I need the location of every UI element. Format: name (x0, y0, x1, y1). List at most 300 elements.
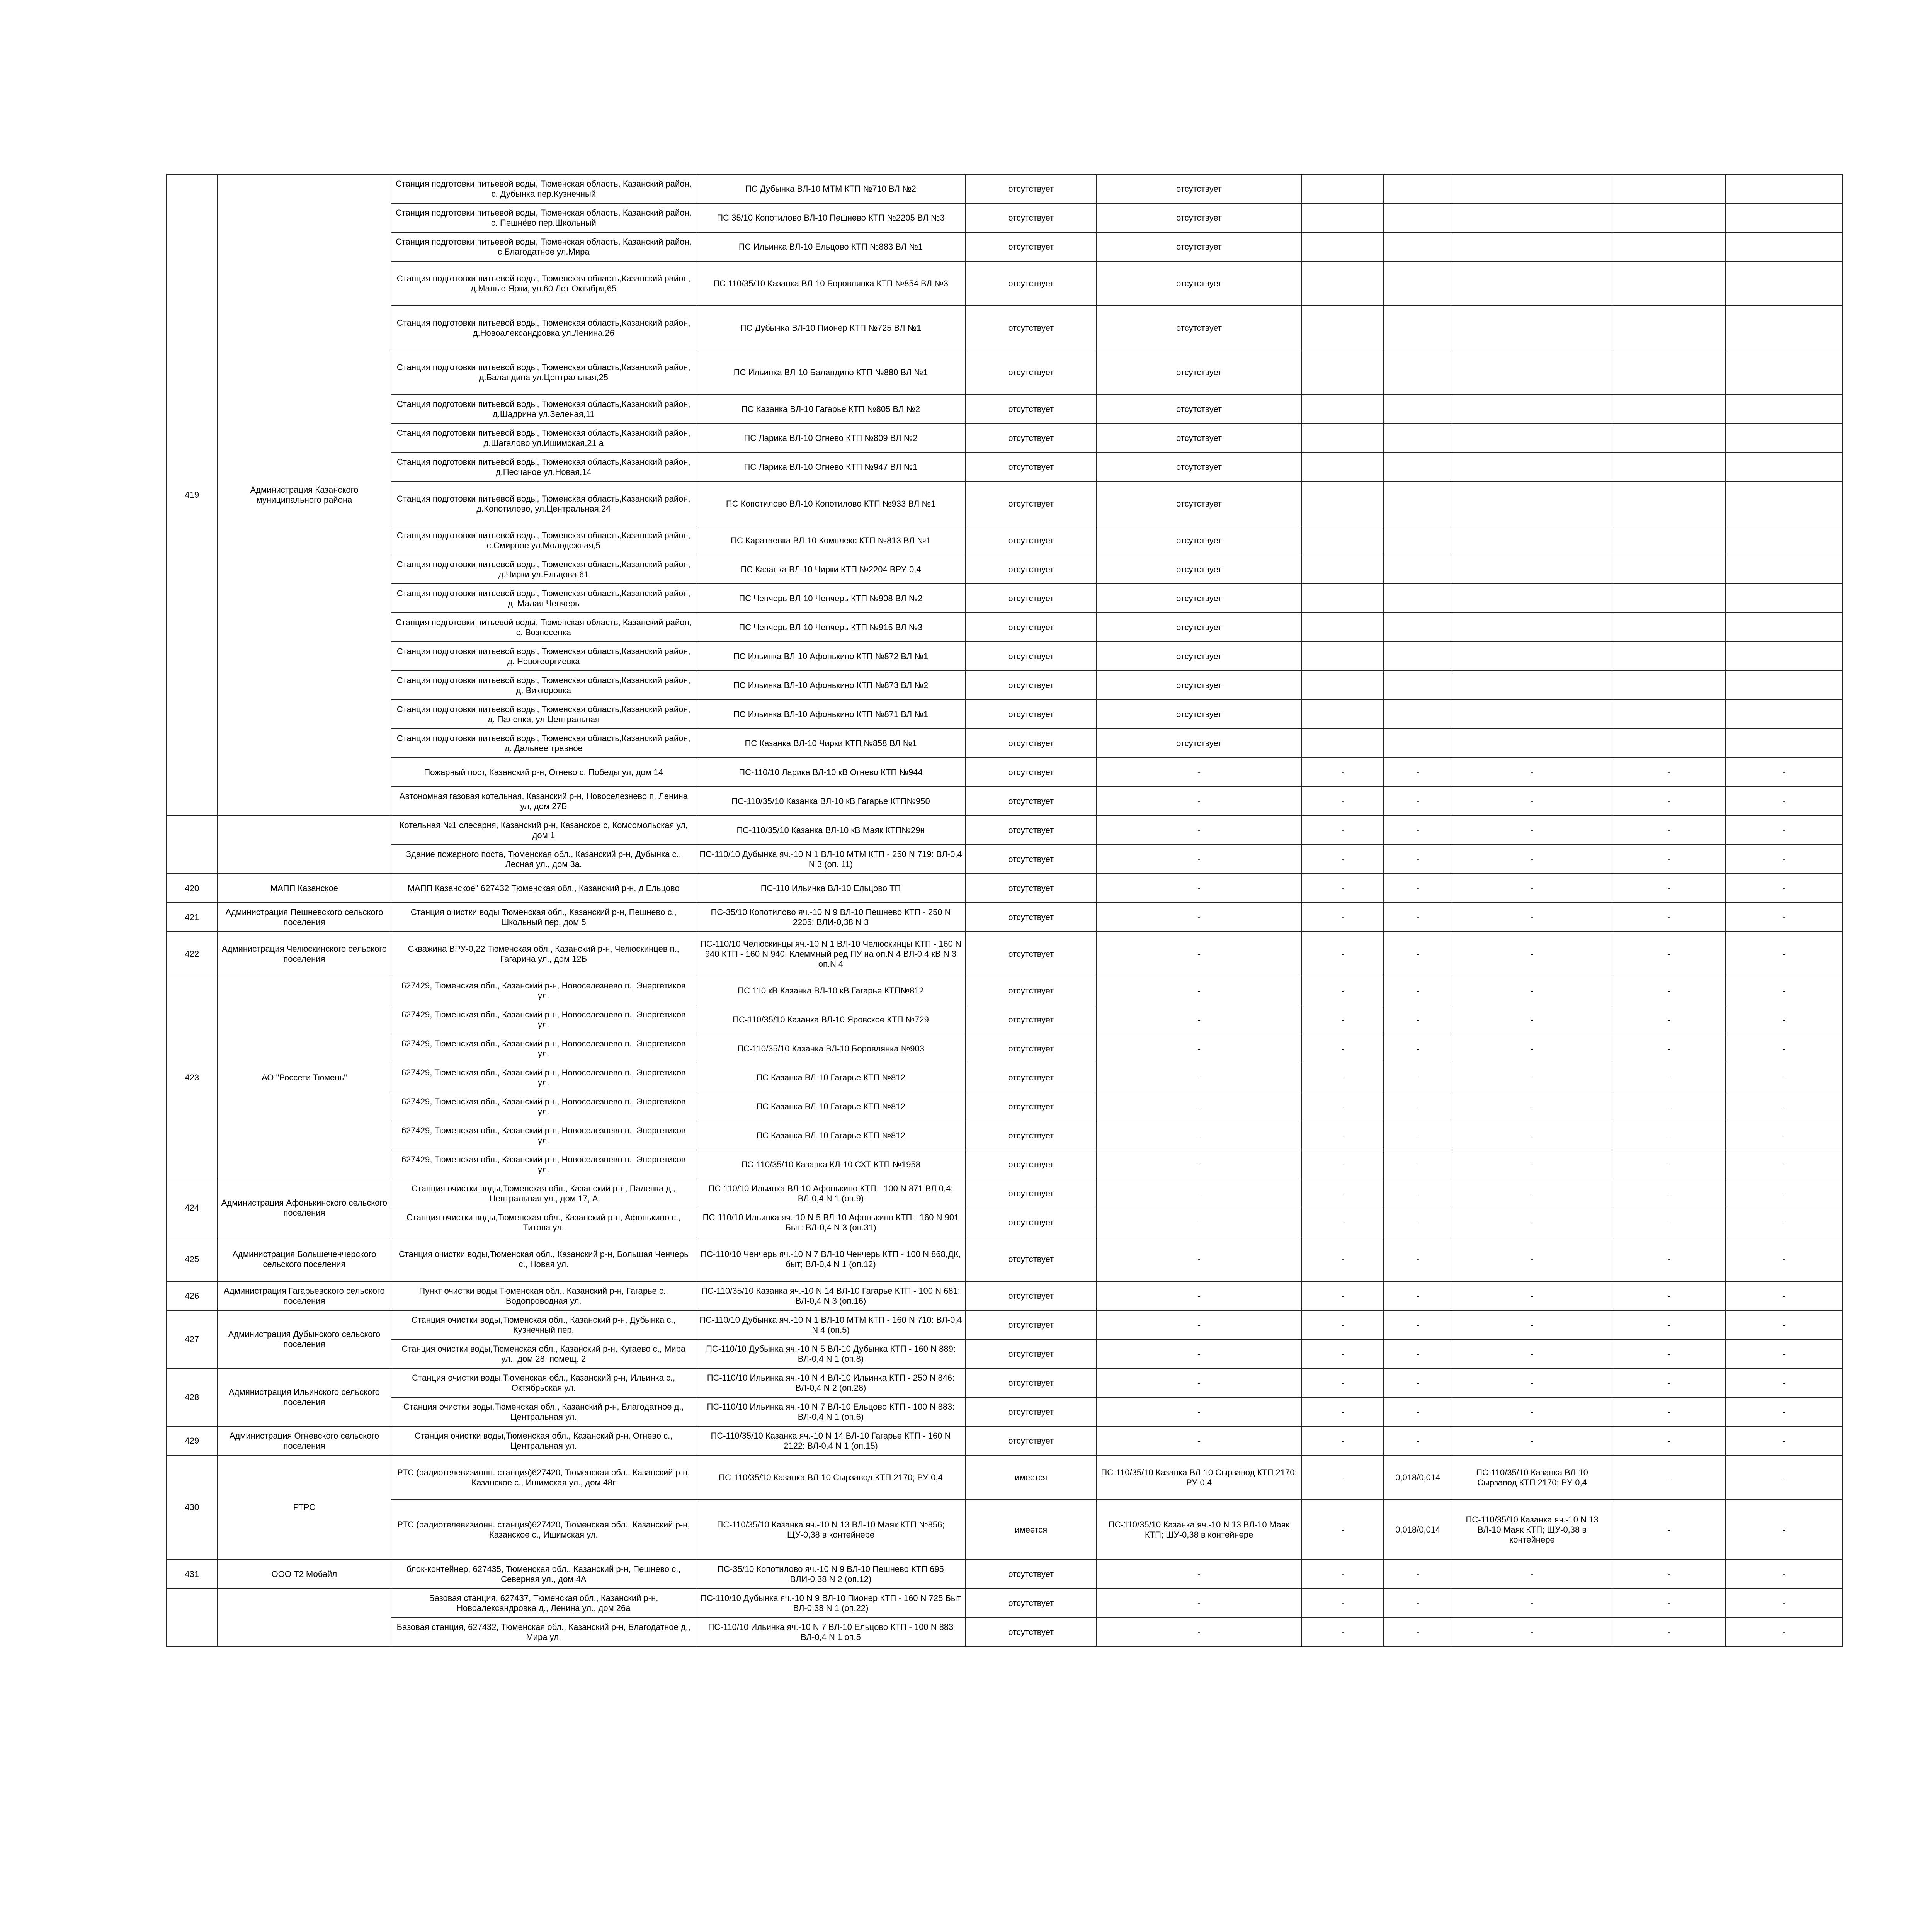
value-cell-c6: - (1301, 1121, 1383, 1150)
value-cell-c8 (1452, 232, 1612, 261)
value-cell-c10 (1726, 174, 1843, 203)
value-cell-c4: отсутствует (966, 758, 1097, 787)
value-cell-c6 (1301, 306, 1383, 350)
value-cell-c9: - (1612, 1397, 1725, 1426)
organization-cell: Администрация Казанского муниципального района (217, 174, 391, 816)
value-cell-c10 (1726, 395, 1843, 424)
value-cell-c8: - (1452, 787, 1612, 816)
value-cell-c4: отсутствует (966, 306, 1097, 350)
table-row (167, 1237, 1843, 1281)
value-cell-c6 (1301, 729, 1383, 758)
row-number-cell (167, 816, 217, 874)
value-cell-c10: - (1726, 976, 1843, 1005)
value-cell-c4: отсутствует (966, 976, 1097, 1005)
value-cell-c9 (1612, 395, 1725, 424)
row-number-cell: 430 (167, 1455, 217, 1560)
value-cell-c7: - (1384, 1121, 1452, 1150)
value-cell-c4: отсутствует (966, 424, 1097, 452)
value-cell-c6: - (1301, 1618, 1383, 1647)
value-cell-c8 (1452, 481, 1612, 526)
row-number-cell: 423 (167, 976, 217, 1179)
value-cell-c4: отсутствует (966, 1339, 1097, 1368)
value-cell-c8: - (1452, 1092, 1612, 1121)
value-cell-c7: 0,018/0,014 (1384, 1455, 1452, 1500)
value-cell-c10 (1726, 306, 1843, 350)
table-body (167, 174, 1843, 1647)
power-source-cell: ПС-110/10 Дубынка яч.-10 N 9 ВЛ-10 Пионер КТП - 160 N 725 Быт ВЛ-0,38 N 1 (оп.22) (696, 1589, 966, 1618)
value-cell-c4: отсутствует (966, 1237, 1097, 1281)
value-cell-c7: - (1384, 758, 1452, 787)
value-cell-c7 (1384, 174, 1452, 203)
value-cell-c8: ПС-110/35/10 Казанка яч.-10 N 13 ВЛ-10 Маяк КТП; ЩУ-0,38 в контейнере (1452, 1500, 1612, 1560)
value-cell-c10 (1726, 424, 1843, 452)
value-cell-c8 (1452, 452, 1612, 481)
value-cell-c4: отсутствует (966, 395, 1097, 424)
value-cell-c7: - (1384, 816, 1452, 845)
value-cell-c8: - (1452, 976, 1612, 1005)
value-cell-c7 (1384, 203, 1452, 232)
object-cell: Станция подготовки питьевой воды, Тюменская область,Казанский район, с.Смирное ул.Молодежная,5 (391, 526, 696, 555)
value-cell-c10 (1726, 261, 1843, 306)
object-cell: Базовая станция, 627432, Тюменская обл., Казанский р-н, Благодатное д., Мира ул. (391, 1618, 696, 1647)
organization-cell: Администрация Афонькинского сельского поселения (217, 1179, 391, 1237)
table-row (167, 1397, 1843, 1426)
object-cell: 627429, Тюменская обл., Казанский р-н, Новоселезнево п., Энергетиков ул. (391, 1063, 696, 1092)
value-cell-c10: - (1726, 1500, 1843, 1560)
value-cell-c6 (1301, 526, 1383, 555)
value-cell-c8 (1452, 261, 1612, 306)
value-cell-c7: - (1384, 1618, 1452, 1647)
value-cell-c8: - (1452, 1208, 1612, 1237)
value-cell-c8: - (1452, 1368, 1612, 1397)
power-source-cell: ПС Каратаевка ВЛ-10 Комплекс КТП №813 ВЛ №1 (696, 526, 966, 555)
value-cell-c4: отсутствует (966, 174, 1097, 203)
table-row (167, 350, 1843, 395)
value-cell-c8: - (1452, 1618, 1612, 1647)
value-cell-c10 (1726, 203, 1843, 232)
object-cell: 627429, Тюменская обл., Казанский р-н, Новоселезнево п., Энергетиков ул. (391, 1121, 696, 1150)
value-cell-c9: - (1612, 1589, 1725, 1618)
table-row (167, 232, 1843, 261)
row-number-cell: 428 (167, 1368, 217, 1426)
row-number-cell: 427 (167, 1310, 217, 1368)
value-cell-c7 (1384, 526, 1452, 555)
power-source-cell: ПС Казанка ВЛ-10 Чирки КТП №2204 ВРУ-0,4 (696, 555, 966, 584)
power-source-cell: ПС Копотилово ВЛ-10 Копотилово КТП №933 ВЛ №1 (696, 481, 966, 526)
value-cell-c8 (1452, 424, 1612, 452)
value-cell-c4: отсутствует (966, 845, 1097, 874)
value-cell-c4: отсутствует (966, 261, 1097, 306)
table-row (167, 758, 1843, 787)
value-cell-c8: - (1452, 1426, 1612, 1455)
value-cell-c9 (1612, 613, 1725, 642)
value-cell-c7: - (1384, 1092, 1452, 1121)
value-cell-c5: - (1097, 1310, 1302, 1339)
value-cell-c4: отсутствует (966, 1208, 1097, 1237)
value-cell-c8: - (1452, 1063, 1612, 1092)
value-cell-c7 (1384, 350, 1452, 395)
value-cell-c4: отсутствует (966, 903, 1097, 932)
value-cell-c7: - (1384, 1368, 1452, 1397)
object-cell: Станция подготовки питьевой воды, Тюменская область,Казанский район, д. Дальнее травное (391, 729, 696, 758)
value-cell-c10 (1726, 481, 1843, 526)
organization-cell: Администрация Челюскинского сельского поселения (217, 932, 391, 976)
value-cell-c7 (1384, 671, 1452, 700)
value-cell-c6: - (1301, 1455, 1383, 1500)
power-source-cell: ПС-110/10 Ченчерь яч.-10 N 7 ВЛ-10 Ченчерь КТП - 100 N 868,ДК, быт; ВЛ-0,4 N 1 (оп.12) (696, 1237, 966, 1281)
value-cell-c10: - (1726, 845, 1843, 874)
value-cell-c5: отсутствует (1097, 613, 1302, 642)
value-cell-c6 (1301, 700, 1383, 729)
value-cell-c4: отсутствует (966, 816, 1097, 845)
value-cell-c5: - (1097, 787, 1302, 816)
value-cell-c5: - (1097, 1589, 1302, 1618)
power-source-cell: ПС Казанка ВЛ-10 Гагарье КТП №812 (696, 1121, 966, 1150)
table-row (167, 481, 1843, 526)
value-cell-c6 (1301, 395, 1383, 424)
value-cell-c9: - (1612, 1618, 1725, 1647)
organization-cell: Администрация Гагарьевского сельского поселения (217, 1281, 391, 1310)
value-cell-c8: - (1452, 845, 1612, 874)
value-cell-c5: - (1097, 1121, 1302, 1150)
object-cell: Станция подготовки питьевой воды, Тюменская область,Казанский район, д. Новогеоргиевка (391, 642, 696, 671)
object-cell: Станция подготовки питьевой воды, Тюменская область, Казанский район, с. Вознесенка (391, 613, 696, 642)
value-cell-c6: - (1301, 1368, 1383, 1397)
value-cell-c8: - (1452, 1005, 1612, 1034)
table-row (167, 1618, 1843, 1647)
value-cell-c9 (1612, 350, 1725, 395)
table-row (167, 1034, 1843, 1063)
object-cell: Станция очистки воды,Тюменская обл., Казанский р-н, Огнево с., Центральная ул. (391, 1426, 696, 1455)
value-cell-c10: - (1726, 1281, 1843, 1310)
value-cell-c7: - (1384, 1005, 1452, 1034)
value-cell-c6: - (1301, 1500, 1383, 1560)
power-source-cell: ПС Ильинка ВЛ-10 Афонькино КТП №871 ВЛ №1 (696, 700, 966, 729)
value-cell-c6: - (1301, 1560, 1383, 1589)
value-cell-c5: - (1097, 1092, 1302, 1121)
power-source-cell: ПС-35/10 Копотилово яч.-10 N 9 ВЛ-10 Пешнево КТП - 250 N 2205: ВЛИ-0,38 N 3 (696, 903, 966, 932)
value-cell-c7 (1384, 642, 1452, 671)
value-cell-c4: отсутствует (966, 584, 1097, 613)
row-number-cell: 426 (167, 1281, 217, 1310)
table-row (167, 555, 1843, 584)
value-cell-c6: - (1301, 903, 1383, 932)
value-cell-c5: - (1097, 1179, 1302, 1208)
value-cell-c10: - (1726, 1560, 1843, 1589)
power-source-cell: ПС 110 кВ Казанка ВЛ-10 кВ Гагарье КТП№812 (696, 976, 966, 1005)
value-cell-c10 (1726, 642, 1843, 671)
object-cell: Станция подготовки питьевой воды, Тюменская область,Казанский район, д.Песчаное ул.Новая,14 (391, 452, 696, 481)
value-cell-c4: отсутствует (966, 1179, 1097, 1208)
value-cell-c4: отсутствует (966, 1063, 1097, 1092)
power-source-cell: ПС Ченчерь ВЛ-10 Ченчерь КТП №915 ВЛ №3 (696, 613, 966, 642)
value-cell-c9 (1612, 452, 1725, 481)
value-cell-c8 (1452, 174, 1612, 203)
row-number-cell: 431 (167, 1560, 217, 1589)
value-cell-c5: - (1097, 1063, 1302, 1092)
table-row (167, 1179, 1843, 1208)
power-source-cell: ПС Казанка ВЛ-10 Гагарье КТП №805 ВЛ №2 (696, 395, 966, 424)
value-cell-c5: отсутствует (1097, 642, 1302, 671)
value-cell-c7 (1384, 584, 1452, 613)
object-cell: Станция подготовки питьевой воды, Тюменская область,Казанский район, д.Новоалександровка ул.Ленина,26 (391, 306, 696, 350)
object-cell: 627429, Тюменская обл., Казанский р-н, Новоселезнево п., Энергетиков ул. (391, 1034, 696, 1063)
value-cell-c10: - (1726, 816, 1843, 845)
object-cell: Станция очистки воды,Тюменская обл., Казанский р-н, Большая Ченчерь с., Новая ул. (391, 1237, 696, 1281)
value-cell-c5: - (1097, 1005, 1302, 1034)
row-number-cell: 420 (167, 874, 217, 903)
table-row (167, 845, 1843, 874)
value-cell-c10: - (1726, 758, 1843, 787)
organization-cell: Администрация Огневского сельского поселения (217, 1426, 391, 1455)
value-cell-c6 (1301, 203, 1383, 232)
table-row (167, 1500, 1843, 1560)
value-cell-c9 (1612, 174, 1725, 203)
value-cell-c9 (1612, 526, 1725, 555)
object-cell: РТС (радиотелевизионн. станция)627420, Тюменская обл., Казанский р-н, Казанское с., Ишимская ул. (391, 1500, 696, 1560)
organization-cell: Администрация Пешневского сельского поселения (217, 903, 391, 932)
row-number-cell: 425 (167, 1237, 217, 1281)
value-cell-c8: - (1452, 932, 1612, 976)
value-cell-c5: - (1097, 1281, 1302, 1310)
object-cell: Здание пожарного поста, Тюменская обл., Казанский р-н, Дубынка с., Лесная ул., дом 3а. (391, 845, 696, 874)
value-cell-c10 (1726, 671, 1843, 700)
table-row (167, 261, 1843, 306)
value-cell-c7: - (1384, 1397, 1452, 1426)
table-row (167, 1121, 1843, 1150)
value-cell-c4: имеется (966, 1500, 1097, 1560)
value-cell-c4: отсутствует (966, 452, 1097, 481)
object-cell: Станция подготовки питьевой воды, Тюменская область,Казанский район, д.Копотилово, ул.Центральная,24 (391, 481, 696, 526)
value-cell-c10 (1726, 729, 1843, 758)
value-cell-c7: - (1384, 845, 1452, 874)
value-cell-c10: - (1726, 1150, 1843, 1179)
power-source-cell: ПС Дубынка ВЛ-10 Пионер КТП №725 ВЛ №1 (696, 306, 966, 350)
object-cell: Станция подготовки питьевой воды, Тюменская область,Казанский район, д. Малая Ченчерь (391, 584, 696, 613)
table-row (167, 1310, 1843, 1339)
value-cell-c9: - (1612, 1368, 1725, 1397)
value-cell-c9: - (1612, 1063, 1725, 1092)
power-source-cell: ПС-110/10 Челюскинцы яч.-10 N 1 ВЛ-10 Челюскинцы КТП - 160 N 940 КТП - 160 N 940; Клеммный ред ПУ на оп.N 4 ВЛ-0,4 кВ N 3 оп.N 4 (696, 932, 966, 976)
value-cell-c10: - (1726, 1339, 1843, 1368)
value-cell-c7: - (1384, 787, 1452, 816)
value-cell-c6 (1301, 584, 1383, 613)
power-source-cell: ПС-110/35/10 Казанка ВЛ-10 Сырзавод КТП 2170; РУ-0,4 (696, 1455, 966, 1500)
value-cell-c10: - (1726, 1368, 1843, 1397)
row-number-cell: 419 (167, 174, 217, 816)
value-cell-c7: - (1384, 1179, 1452, 1208)
value-cell-c5: отсутствует (1097, 526, 1302, 555)
value-cell-c7: - (1384, 976, 1452, 1005)
table-row (167, 395, 1843, 424)
value-cell-c4: отсутствует (966, 1281, 1097, 1310)
table-row (167, 787, 1843, 816)
object-cell: Станция подготовки питьевой воды, Тюменская область,Казанский район, д.Чирки ул.Ельцова,61 (391, 555, 696, 584)
value-cell-c6 (1301, 232, 1383, 261)
value-cell-c4: отсутствует (966, 700, 1097, 729)
table-row (167, 1208, 1843, 1237)
object-cell: Станция подготовки питьевой воды, Тюменская область,Казанский район, д.Баландина ул.Центральная,25 (391, 350, 696, 395)
table-row (167, 903, 1843, 932)
value-cell-c6 (1301, 174, 1383, 203)
value-cell-c9: - (1612, 1560, 1725, 1589)
value-cell-c8 (1452, 203, 1612, 232)
value-cell-c6 (1301, 613, 1383, 642)
organization-cell (217, 816, 391, 874)
value-cell-c9 (1612, 700, 1725, 729)
power-source-cell: ПС-110/35/10 Казанка яч.-10 N 13 ВЛ-10 Маяк КТП №856; ЩУ-0,38 в контейнере (696, 1500, 966, 1560)
object-cell: 627429, Тюменская обл., Казанский р-н, Новоселезнево п., Энергетиков ул. (391, 1092, 696, 1121)
value-cell-c6: - (1301, 976, 1383, 1005)
value-cell-c8 (1452, 642, 1612, 671)
value-cell-c6: - (1301, 1092, 1383, 1121)
value-cell-c5: - (1097, 874, 1302, 903)
value-cell-c10: - (1726, 1092, 1843, 1121)
value-cell-c5: отсутствует (1097, 350, 1302, 395)
value-cell-c6: - (1301, 1397, 1383, 1426)
power-source-cell: ПС 110/35/10 Казанка ВЛ-10 Боровлянка КТП №854 ВЛ №3 (696, 261, 966, 306)
object-cell: Станция подготовки питьевой воды, Тюменская область,Казанский район, д.Малые Ярки, ул.60 Лет Октября,65 (391, 261, 696, 306)
power-source-cell: ПС-110/10 Ларика ВЛ-10 кВ Огнево КТП №944 (696, 758, 966, 787)
object-cell: Станция очистки воды,Тюменская обл., Казанский р-н, Паленка д., Центральная ул., дом 17, А (391, 1179, 696, 1208)
value-cell-c4: отсутствует (966, 932, 1097, 976)
table-row (167, 1426, 1843, 1455)
value-cell-c9: - (1612, 1281, 1725, 1310)
value-cell-c4: отсутствует (966, 1368, 1097, 1397)
table-row (167, 306, 1843, 350)
table-row (167, 1589, 1843, 1618)
table-row (167, 932, 1843, 976)
value-cell-c7: - (1384, 932, 1452, 976)
organization-cell: ООО Т2 Мобайл (217, 1560, 391, 1589)
value-cell-c10: - (1726, 1589, 1843, 1618)
value-cell-c6: - (1301, 1339, 1383, 1368)
value-cell-c7: - (1384, 1560, 1452, 1589)
value-cell-c5: - (1097, 758, 1302, 787)
table-row (167, 613, 1843, 642)
value-cell-c7 (1384, 613, 1452, 642)
value-cell-c9: - (1612, 1455, 1725, 1500)
value-cell-c8: - (1452, 903, 1612, 932)
value-cell-c8: - (1452, 758, 1612, 787)
value-cell-c10: - (1726, 874, 1843, 903)
value-cell-c5: - (1097, 1339, 1302, 1368)
object-cell: Станция подготовки питьевой воды, Тюменская область, Казанский район, с. Дубынка пер.Кузнечный (391, 174, 696, 203)
table-row (167, 671, 1843, 700)
value-cell-c9: - (1612, 758, 1725, 787)
value-cell-c5: отсутствует (1097, 232, 1302, 261)
object-cell: Автономная газовая котельная, Казанский р-н, Новоселезнево п, Ленина ул, дом 27Б (391, 787, 696, 816)
table-row (167, 1150, 1843, 1179)
power-source-cell: ПС-110/35/10 Казанка КЛ-10 СХТ КТП №1958 (696, 1150, 966, 1179)
value-cell-c7 (1384, 306, 1452, 350)
value-cell-c9: - (1612, 787, 1725, 816)
value-cell-c7: - (1384, 1281, 1452, 1310)
value-cell-c5: - (1097, 1426, 1302, 1455)
value-cell-c6: - (1301, 874, 1383, 903)
value-cell-c7 (1384, 481, 1452, 526)
value-cell-c9: - (1612, 1208, 1725, 1237)
table-row (167, 1092, 1843, 1121)
value-cell-c5: отсутствует (1097, 584, 1302, 613)
organization-cell: МАПП Казанское (217, 874, 391, 903)
value-cell-c6 (1301, 350, 1383, 395)
value-cell-c4: отсутствует (966, 1560, 1097, 1589)
value-cell-c10: - (1726, 1179, 1843, 1208)
value-cell-c5: - (1097, 903, 1302, 932)
value-cell-c9 (1612, 203, 1725, 232)
value-cell-c5: - (1097, 1397, 1302, 1426)
power-source-cell: ПС-110/10 Ильинка яч.-10 N 7 ВЛ-10 Ельцово КТП - 100 N 883: ВЛ-0,4 N 1 (оп.6) (696, 1397, 966, 1426)
object-cell: Базовая станция, 627437, Тюменская обл., Казанский р-н, Новоалександровка д., Ленина ул., дом 26а (391, 1589, 696, 1618)
value-cell-c9 (1612, 306, 1725, 350)
value-cell-c9 (1612, 481, 1725, 526)
value-cell-c5: ПС-110/35/10 Казанка ВЛ-10 Сырзавод КТП 2170; РУ-0,4 (1097, 1455, 1302, 1500)
value-cell-c5: ПС-110/35/10 Казанка яч.-10 N 13 ВЛ-10 Маяк КТП; ЩУ-0,38 в контейнере (1097, 1500, 1302, 1560)
value-cell-c8: - (1452, 1179, 1612, 1208)
value-cell-c9 (1612, 261, 1725, 306)
value-cell-c10: - (1726, 1397, 1843, 1426)
power-source-cell: ПС 35/10 Копотилово ВЛ-10 Пешнево КТП №2205 ВЛ №3 (696, 203, 966, 232)
value-cell-c5: отсутствует (1097, 203, 1302, 232)
value-cell-c6: - (1301, 932, 1383, 976)
power-source-cell: ПС Ильинка ВЛ-10 Баландино КТП №880 ВЛ №1 (696, 350, 966, 395)
value-cell-c4: отсутствует (966, 203, 1097, 232)
power-source-cell: ПС-110/10 Ильинка яч.-10 N 4 ВЛ-10 Ильинка КТП - 250 N 846: ВЛ-0,4 N 2 (оп.28) (696, 1368, 966, 1397)
value-cell-c5: - (1097, 1034, 1302, 1063)
power-source-cell: ПС Ильинка ВЛ-10 Афонькино КТП №872 ВЛ №1 (696, 642, 966, 671)
value-cell-c5: - (1097, 932, 1302, 976)
value-cell-c8: - (1452, 1034, 1612, 1063)
value-cell-c9 (1612, 671, 1725, 700)
table-row (167, 174, 1843, 203)
power-source-cell: ПС-110/10 Ильинка яч.-10 N 7 ВЛ-10 Ельцово КТП - 100 N 883 ВЛ-0,4 N 1 оп.5 (696, 1618, 966, 1647)
power-source-cell: ПС-110/35/10 Казанка ВЛ-10 Боровлянка №903 (696, 1034, 966, 1063)
value-cell-c7 (1384, 232, 1452, 261)
value-cell-c10: - (1726, 1208, 1843, 1237)
value-cell-c5: - (1097, 1368, 1302, 1397)
value-cell-c9 (1612, 232, 1725, 261)
value-cell-c5: отсутствует (1097, 395, 1302, 424)
value-cell-c4: отсутствует (966, 787, 1097, 816)
value-cell-c4: отсутствует (966, 1034, 1097, 1063)
power-source-cell: ПС Казанка ВЛ-10 Гагарье КТП №812 (696, 1092, 966, 1121)
value-cell-c4: отсутствует (966, 1618, 1097, 1647)
value-cell-c8: ПС-110/35/10 Казанка ВЛ-10 Сырзавод КТП 2170; РУ-0,4 (1452, 1455, 1612, 1500)
value-cell-c10: - (1726, 903, 1843, 932)
value-cell-c9: - (1612, 1121, 1725, 1150)
value-cell-c10 (1726, 555, 1843, 584)
value-cell-c7: - (1384, 903, 1452, 932)
value-cell-c9: - (1612, 976, 1725, 1005)
value-cell-c6: - (1301, 845, 1383, 874)
power-source-cell: ПС-110/10 Ильинка ВЛ-10 Афонькино КТП - 100 N 871 ВЛ 0,4; ВЛ-0,4 N 1 (оп.9) (696, 1179, 966, 1208)
organization-cell: Администрация Ильинского сельского поселения (217, 1368, 391, 1426)
value-cell-c9: - (1612, 1005, 1725, 1034)
value-cell-c9 (1612, 555, 1725, 584)
power-source-cell: ПС-110/35/10 Казанка ВЛ-10 кВ Гагарье КТП№950 (696, 787, 966, 816)
value-cell-c7 (1384, 452, 1452, 481)
organization-cell: РТРС (217, 1455, 391, 1560)
value-cell-c4: отсутствует (966, 350, 1097, 395)
value-cell-c5: - (1097, 1237, 1302, 1281)
power-source-cell: ПС-110/35/10 Казанка яч.-10 N 14 ВЛ-10 Гагарье КТП - 100 N 681: ВЛ-0,4 N 3 (оп.16) (696, 1281, 966, 1310)
value-cell-c6: - (1301, 758, 1383, 787)
value-cell-c5: отсутствует (1097, 174, 1302, 203)
value-cell-c8: - (1452, 1237, 1612, 1281)
value-cell-c10: - (1726, 1310, 1843, 1339)
value-cell-c5: - (1097, 1560, 1302, 1589)
